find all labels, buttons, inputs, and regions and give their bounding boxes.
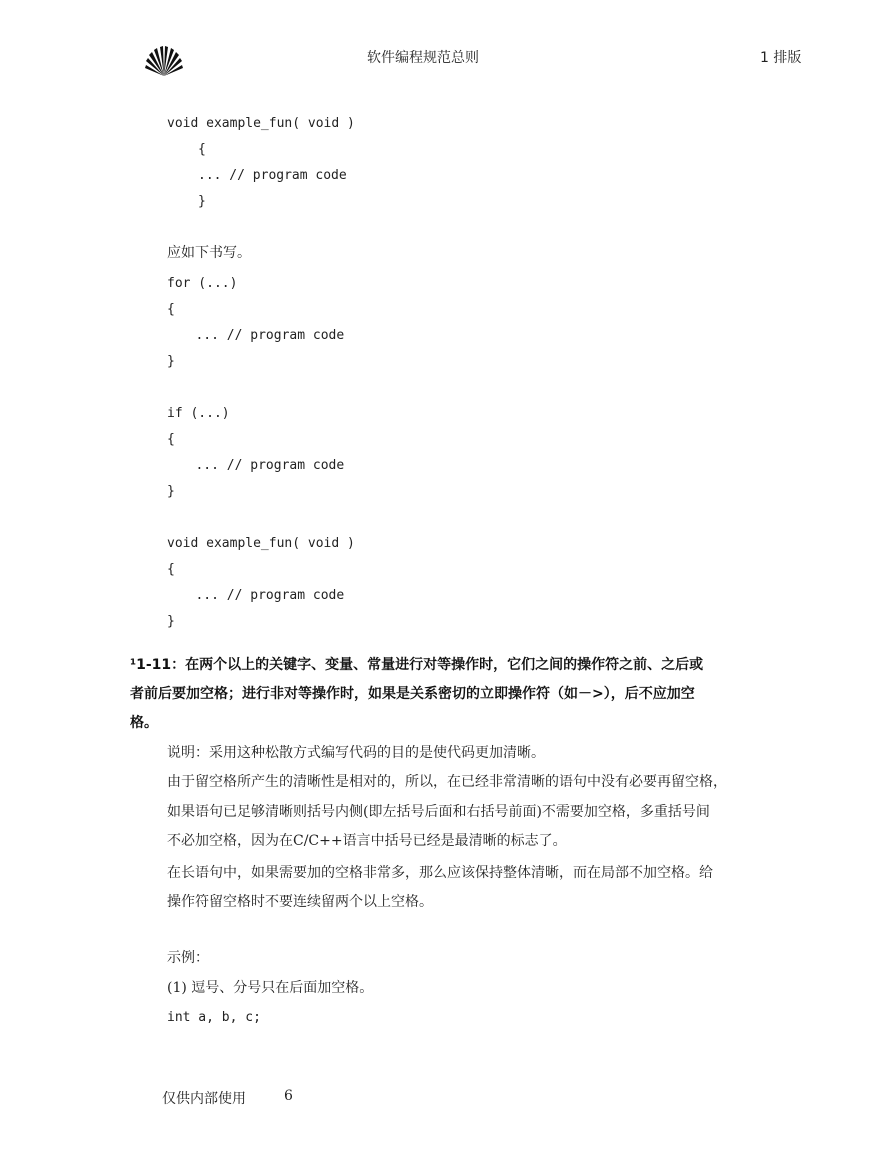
- code-line: }: [167, 484, 175, 499]
- header-title: 软件编程规范总则: [367, 50, 479, 66]
- code-line: void example_fun( void ): [167, 116, 355, 131]
- code-line: }: [167, 354, 175, 369]
- code-line: {: [167, 302, 175, 317]
- code-line: int a, b, c;: [167, 1010, 261, 1025]
- body-line: 操作符留空格时不要连续留两个以上空格。: [167, 894, 433, 910]
- code-line: {: [167, 432, 175, 447]
- company-logo: [143, 46, 185, 78]
- example-label: 示例：: [167, 950, 209, 966]
- code-line: if (...): [167, 406, 230, 421]
- code-line: ... // program code: [172, 328, 345, 343]
- rule-line: 格。: [130, 715, 158, 731]
- code-line: {: [198, 142, 206, 157]
- code-line: void example_fun( void ): [167, 536, 355, 551]
- body-line: 由于留空格所产生的清晰性是相对的，所以，在已经非常清晰的语句中没有必要再留空格，: [167, 774, 727, 790]
- example-item: (1) 逗号、分号只在后面加空格。: [167, 980, 374, 996]
- rule-line: 者前后要加空格；进行非对等操作时，如果是关系密切的立即操作符（如－>），后不应加空: [130, 686, 695, 702]
- intro-text: 应如下书写。: [167, 245, 251, 261]
- body-line: 说明：采用这种松散方式编写代码的目的是使代码更加清晰。: [167, 745, 545, 761]
- rule-line: ¹1-11：在两个以上的关键字、变量、常量进行对等操作时，它们之间的操作符之前、之后或: [130, 657, 704, 673]
- code-line: }: [167, 614, 175, 629]
- code-line: ... // program code: [172, 458, 345, 473]
- page-number: 6: [284, 1088, 293, 1104]
- header-section: 1 排版: [760, 50, 802, 66]
- body-line: 在长语句中，如果需要加的空格非常多，那么应该保持整体清晰，而在局部不加空格。给: [167, 865, 713, 881]
- code-line: for (...): [167, 276, 238, 291]
- body-line: 不必加空格，因为在C/C++语言中括号已经是最清晰的标志了。: [167, 833, 567, 849]
- footer-text: 仅供内部使用: [162, 1091, 246, 1107]
- code-line: ... // program code: [172, 588, 345, 603]
- body-line: 如果语句已足够清晰则括号内侧(即左括号后面和右括号前面)不需要加空格，多重括号间: [167, 804, 710, 820]
- code-line: }: [198, 194, 206, 209]
- code-line: ... // program code: [198, 168, 347, 183]
- code-line: {: [167, 562, 175, 577]
